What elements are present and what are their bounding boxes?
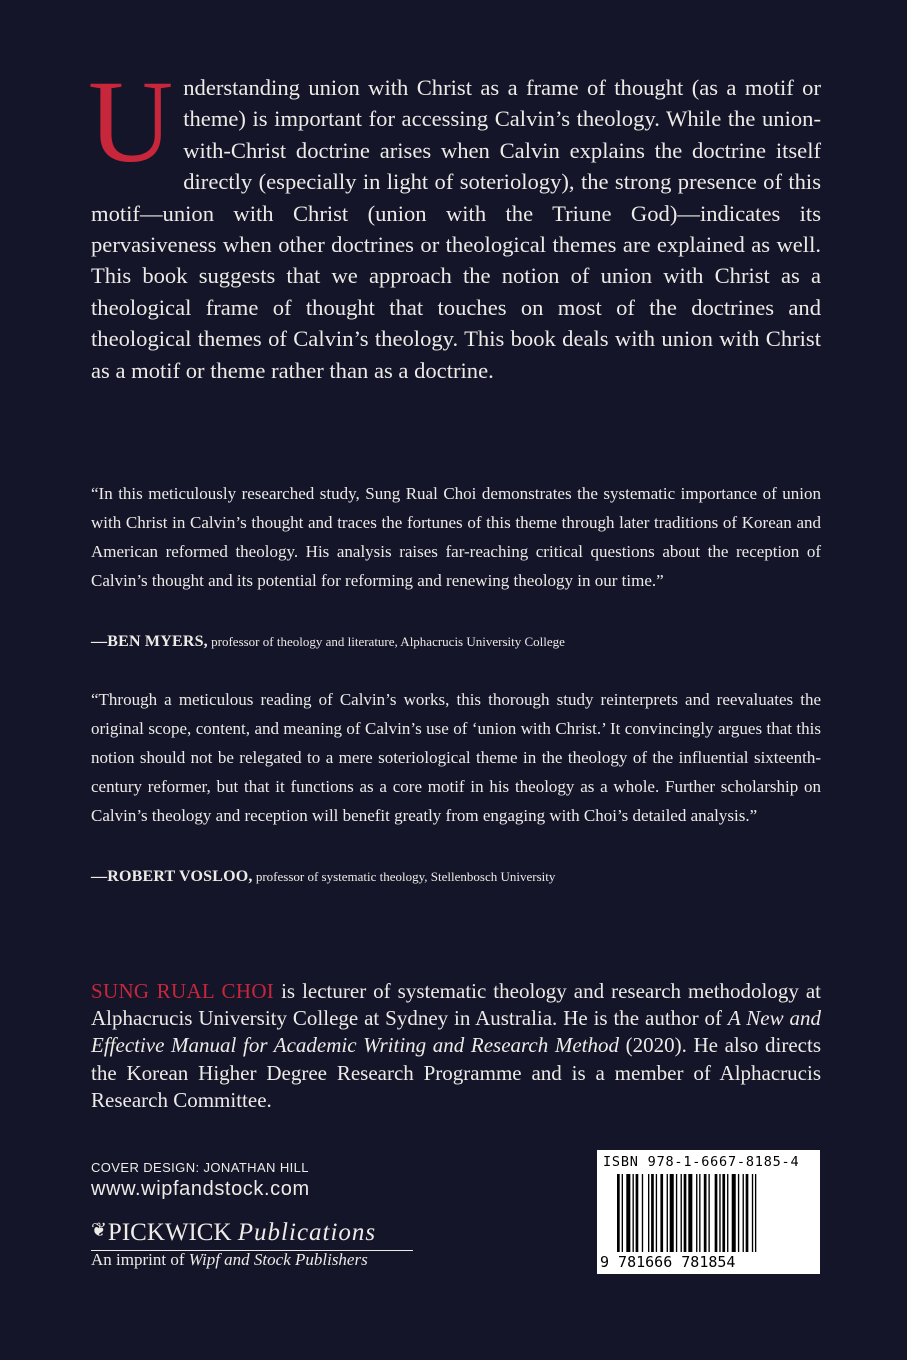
publisher-logo — [91, 1216, 413, 1251]
bio-text-1: is lecturer of systematic theology and research methodology at Alphacrucis University College at Sydney in Australia. He is the author of — [91, 979, 822, 1031]
imprint-line — [91, 1250, 368, 1270]
endorser-role-1: professor of theology and literature, Alphacrucis University College — [211, 634, 565, 649]
endorsement-attribution-2 — [91, 867, 555, 887]
endorsement-quote-1: “In this meticulously researched study, Sung Rual Choi demonstrates the systematic importance of union with Christ in Calvin’s thought and traces the fortunes of this theme through later traditions of Korean and American reformed theology. His analysis raises far-reaching critical questions about the reception of Calvin’s thought and its potential for reforming and renewing theology in our time.” — [91, 484, 821, 590]
endorser-name-2: —ROBERT VOSLOO, — [91, 868, 253, 885]
swash-icon: ❦ — [91, 1220, 107, 1241]
author-bio — [91, 978, 821, 1114]
endorsement-attribution-1 — [91, 632, 565, 652]
description-text: nderstanding union with Christ as a frame of thought (as a motif or theme) is important for accessing Calvin’s theology. While the union-with-Christ doctrine arises when Calvin explains the doctrine itself directly (especially in light of soteriology), the strong presence of this motif—union with Christ (union with the Triune God)—indicates its pervasiveness when other doctrines or theological themes are explained as well. This book suggests that we approach the notion of union with Christ as a theological frame of thought that touches on most of the doctrines and theological themes of Calvin’s theology. This book deals with union with Christ as a motif or theme rather than as a doctrine. — [91, 75, 821, 383]
publisher-website[interactable]: www.wipfandstock.com — [91, 1178, 310, 1200]
imprint-prefix: An imprint of — [91, 1250, 185, 1269]
isbn-label: ISBN 978-1-6667-8185-4 — [603, 1154, 800, 1170]
description-paragraph — [88, 56, 821, 386]
endorser-name-1: —BEN MYERS, — [91, 633, 208, 650]
publisher-name: PICKWICK — [107, 1219, 232, 1246]
drop-cap-letter: U — [88, 56, 174, 187]
publisher-suffix: Publications — [237, 1219, 377, 1246]
book-title: A New and Effective Manual for Academic Writing and Research Method — [91, 1006, 821, 1058]
endorsement-quote-2: “Through a meticulous reading of Calvin’s works, this thorough study reinterprets and reevaluates the original scope, content, and meaning of Calvin’s use of ‘union with Christ.’ It convincingly argues that this notion should not be relegated to a mere soteriological theme in the theology of the influential sixteenth-century reformer, but that it functions as a core motif in his theology as a whole. Further scholarship on Calvin’s theology and reception will benefit greatly from engaging with Choi’s detailed analysis.” — [91, 690, 821, 825]
author-name: SUNG RUAL CHOI — [91, 979, 275, 1003]
barcode-digits: 9 781666 781854 — [600, 1253, 736, 1271]
imprint-name: Wipf and Stock Publishers — [188, 1250, 368, 1269]
bio-text-2: (2020). He also directs the Korean Higher Degree Research Programme and is a member of Alphacrucis Research Committee. — [91, 1033, 822, 1112]
isbn-barcode-box — [597, 1150, 820, 1274]
endorser-role-2: professor of systematic theology, Stellenbosch University — [255, 869, 556, 884]
cover-design-credit: COVER DESIGN: JONATHAN HILL — [91, 1160, 309, 1175]
barcode-icon — [617, 1174, 807, 1252]
